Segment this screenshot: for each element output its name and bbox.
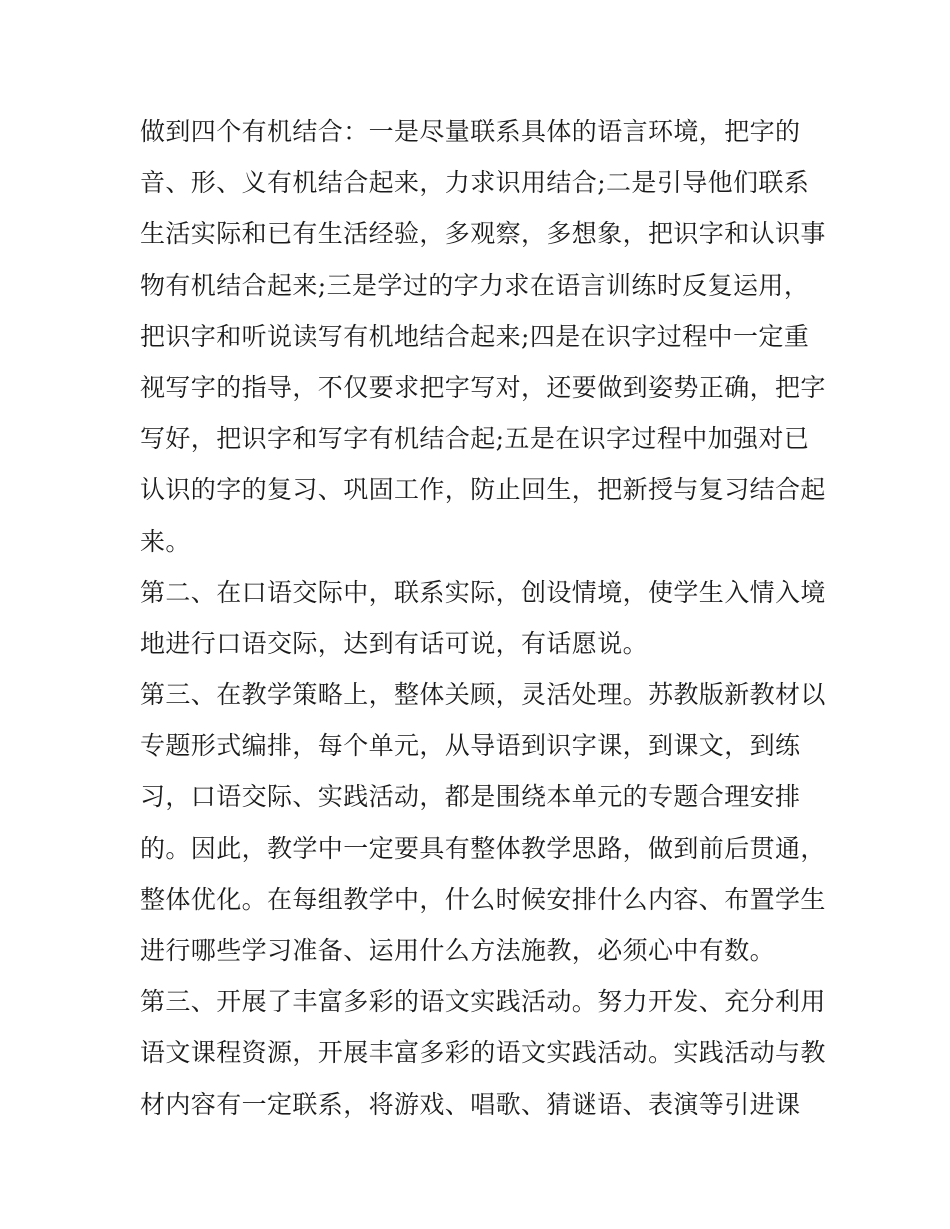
text-line: 语文课程资源，开展丰富多彩的语文实践活动。实践活动与教 [140, 1038, 826, 1068]
text-line: 生活实际和已有生活经验，多观察，多想象，把识字和认识事 [140, 219, 826, 249]
text-line: 把识字和听说读写有机地结合起来;四是在识字过程中一定重 [140, 321, 810, 351]
text-line: 做到四个有机结合：一是尽量联系具体的语言环境，把字的 [140, 117, 801, 146]
text-line: 认识的字的复习、巩固工作，防止回生，把新授与复习结合起 [140, 475, 826, 505]
text-line: 物有机结合起来;三是学过的字力求在语言训练时反复运用， [140, 270, 810, 300]
text-line: 第二、在口语交际中，联系实际，创设情境，使学生入情入境 [140, 577, 826, 607]
text-line: 地进行口语交际，达到有话可说，有话愿说。 [140, 628, 649, 658]
text-line: 第三、开展了丰富多彩的语文实践活动。努力开发、充分利用 [140, 987, 826, 1017]
text-line: 习，口语交际、实践活动，都是围绕本单元的专题合理安排 [140, 782, 801, 812]
text-line: 材内容有一定联系，将游戏、唱歌、猜谜语、表演等引进课 [140, 1089, 801, 1119]
text-line: 第三、在教学策略上，整体关顾，灵活处理。苏教版新教材以 [140, 680, 826, 710]
text-line: 视写字的指导，不仅要求把字写对，还要做到姿势正确，把字 [140, 372, 826, 402]
text-line: 的。因此，教学中一定要具有整体教学思路，做到前后贯通， [140, 833, 826, 863]
text-line: 整体优化。在每组教学中，什么时候安排什么内容、布置学生 [140, 884, 826, 914]
text-line: 音、形、义有机结合起来，力求识用结合;二是引导他们联系 [140, 168, 810, 198]
text-line: 来。 [140, 526, 191, 556]
body-text [140, 106, 826, 1130]
text-line: 写好，把识字和写字有机结合起;五是在识字过程中加强对已 [140, 424, 810, 454]
text-line: 专题形式编排，每个单元，从导语到识字课，到课文，到练 [140, 731, 801, 761]
text-line: 进行哪些学习准备、运用什么方法施教，必须心中有数。 [140, 936, 776, 965]
